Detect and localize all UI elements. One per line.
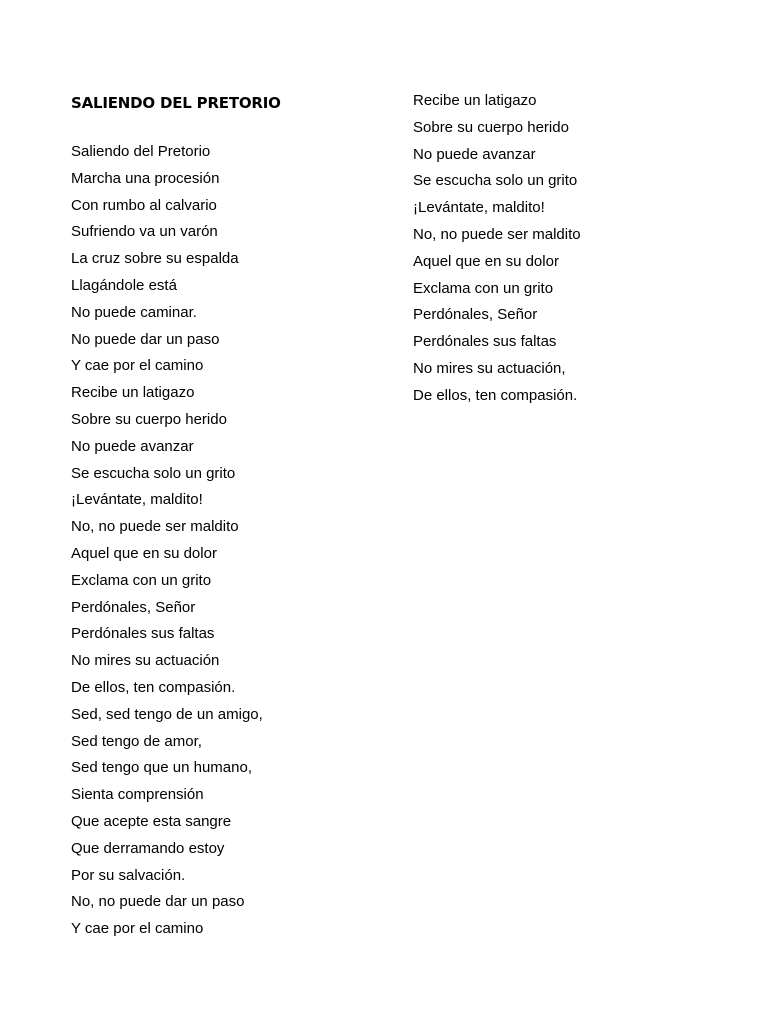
lyric-line: Sobre su cuerpo herido — [413, 118, 569, 136]
lyric-line: Perdónales sus faltas — [71, 625, 215, 643]
lyric-line: Que acepte esta sangre — [71, 812, 232, 830]
lyric-line: ¡Levántate, maldito! — [71, 491, 203, 509]
lyric-line: No puede dar un paso — [71, 330, 220, 348]
lyric-line: Y cae por el camino — [71, 357, 204, 375]
lyric-line: De ellos, ten compasión. — [71, 678, 236, 696]
lyric-line: Y cae por el camino — [71, 920, 204, 938]
lyric-line: La cruz sobre su espalda — [71, 250, 239, 268]
lyric-line: No, no puede ser maldito — [71, 518, 239, 536]
lyric-line: No, no puede ser maldito — [413, 225, 581, 243]
lyric-line: Sed, sed tengo de un amigo, — [71, 705, 263, 723]
page-title: SALIENDO DEL PRETORIO — [71, 94, 281, 112]
lyric-line: Sienta comprensión — [71, 786, 204, 804]
lyrics-column-left — [71, 139, 263, 943]
lyric-line: Perdónales, Señor — [413, 306, 538, 324]
lyric-line: Recibe un latigazo — [413, 92, 537, 109]
lyric-line: Sufriendo va un varón — [71, 223, 218, 241]
lyrics-column-right — [413, 88, 581, 410]
lyric-line: Aquel que en su dolor — [71, 544, 217, 562]
lyric-line: No, no puede dar un paso — [71, 893, 245, 911]
lyric-line: De ellos, ten compasión. — [413, 386, 578, 404]
lyric-line: Perdónales, Señor — [71, 598, 196, 616]
lyric-line: Por su salvación. — [71, 866, 186, 884]
lyric-line: Con rumbo al calvario — [71, 196, 217, 214]
lyric-line: No puede caminar. — [71, 303, 197, 321]
lyric-line: Se escucha solo un grito — [413, 172, 578, 190]
lyric-line: Recibe un latigazo — [71, 384, 195, 402]
lyric-line: Exclama con un grito — [71, 571, 212, 589]
lyric-line: Marcha una procesión — [71, 169, 220, 187]
lyric-line: Llagándole está — [71, 276, 177, 294]
lyric-line: Se escucha solo un grito — [71, 464, 236, 482]
lyric-line: No puede avanzar — [413, 145, 536, 163]
lyric-line: Sobre su cuerpo herido — [71, 410, 227, 428]
lyric-line: Exclama con un grito — [413, 279, 554, 297]
lyric-line: Sed tengo de amor, — [71, 732, 202, 750]
lyric-line: ¡Levántate, maldito! — [413, 199, 545, 217]
lyric-line: Sed tengo que un humano, — [71, 759, 252, 777]
lyric-line: Que derramando estoy — [71, 839, 225, 857]
lyric-line: No mires su actuación — [71, 652, 220, 670]
lyric-line: Perdónales sus faltas — [413, 333, 557, 351]
lyric-line: Saliendo del Pretorio — [71, 143, 211, 160]
lyric-line: No mires su actuación, — [413, 359, 566, 377]
lyric-line: Aquel que en su dolor — [413, 252, 559, 270]
lyric-line: No puede avanzar — [71, 437, 194, 455]
